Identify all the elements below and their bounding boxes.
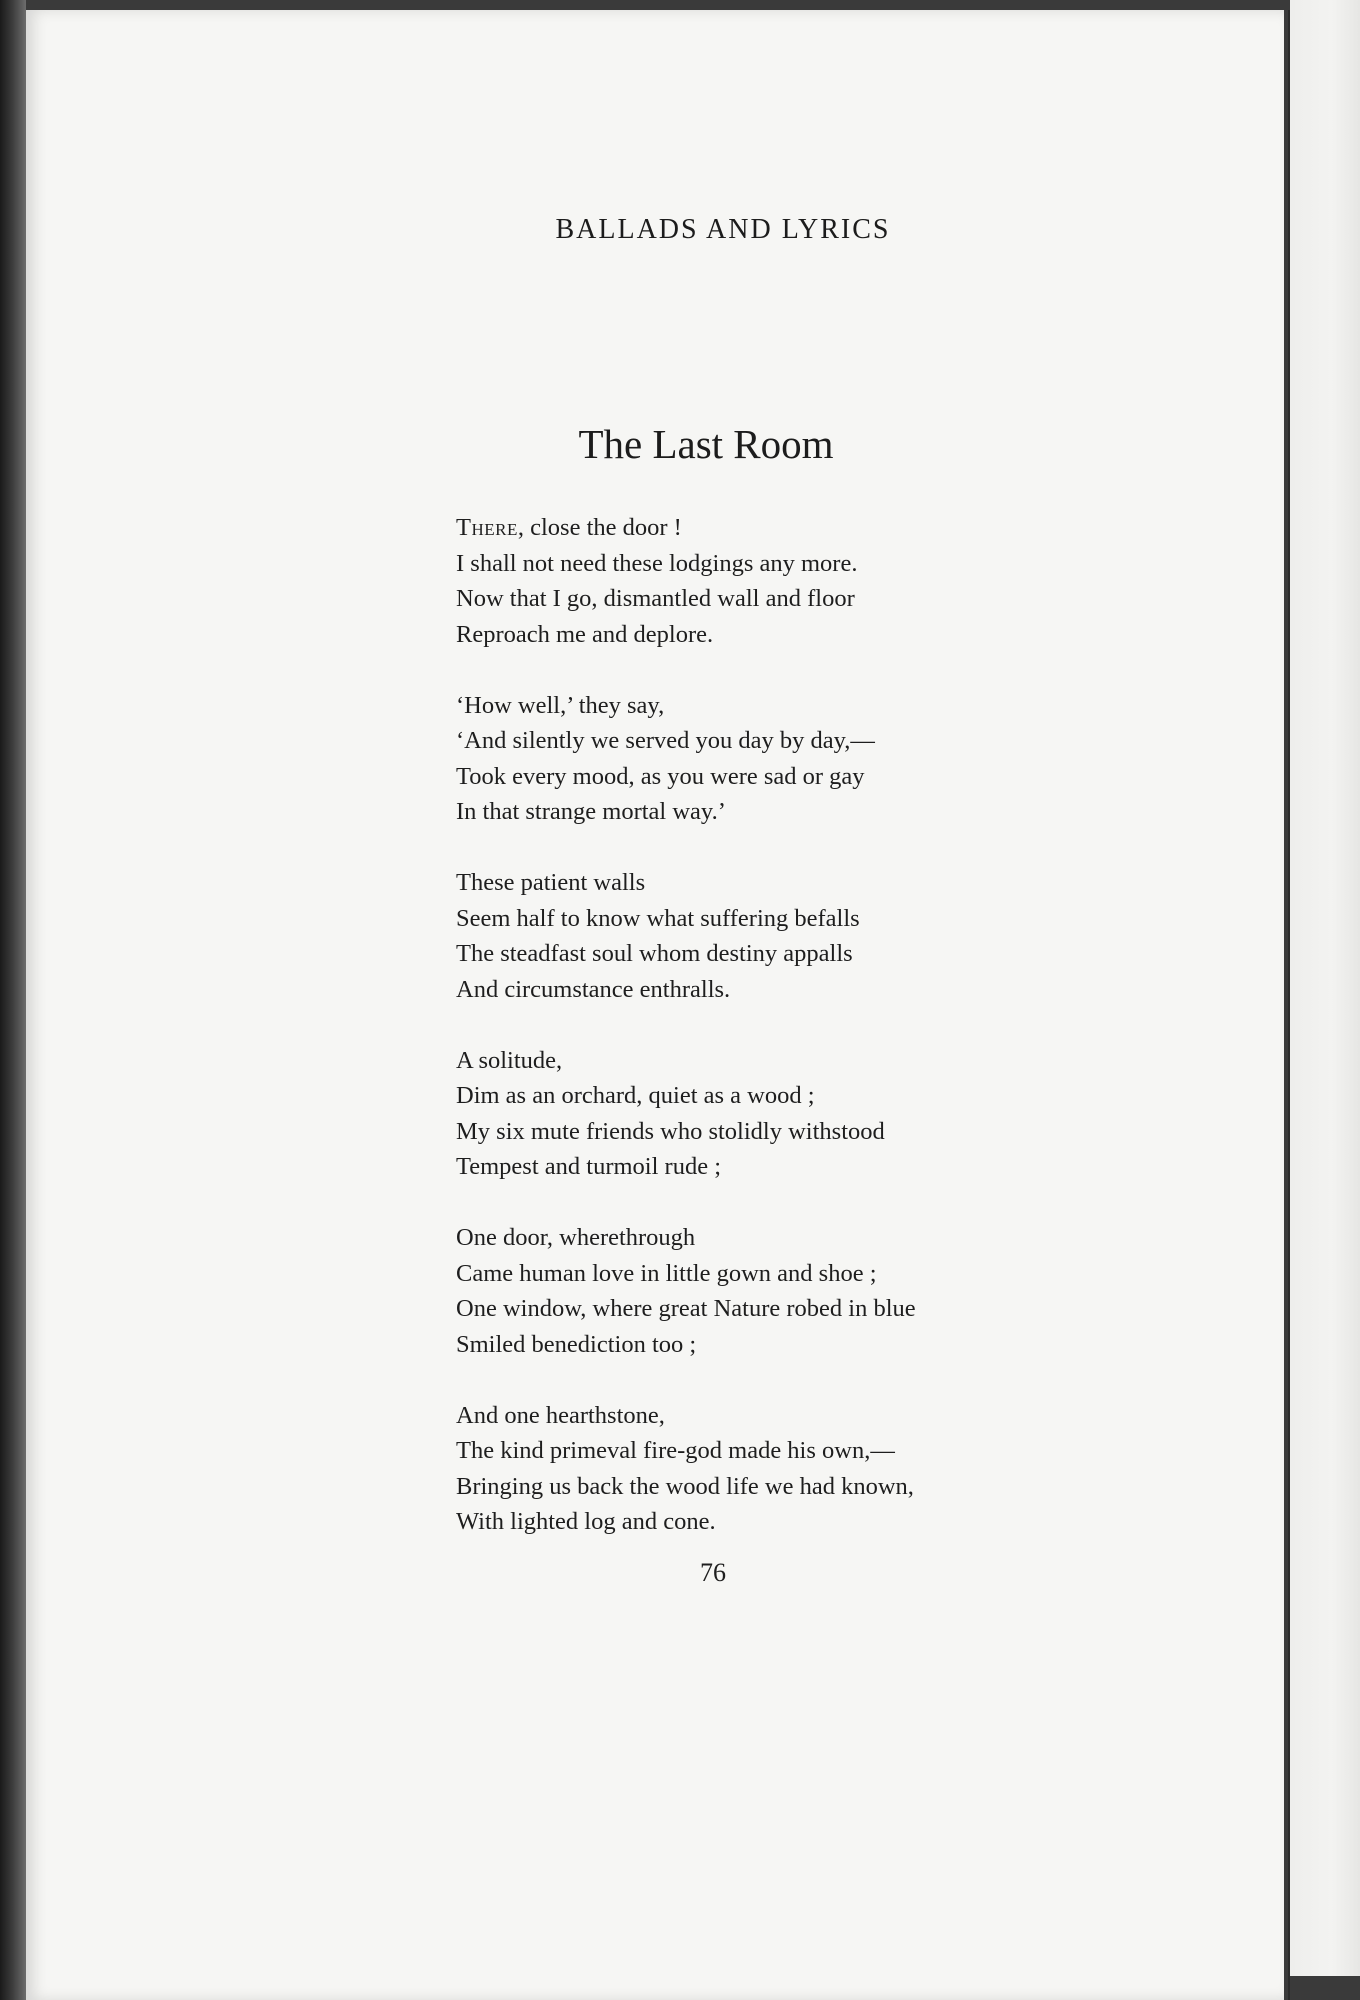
poem-body	[456, 510, 1076, 1575]
stanza-5	[456, 1220, 1076, 1362]
page-top-edge	[26, 0, 1290, 10]
poem-line: A solitude,	[456, 1046, 563, 1074]
poem-line: In that strange mortal way.’	[456, 798, 726, 825]
next-page-edge	[1290, 0, 1360, 2000]
poem-line: My six mute friends who stolidly withstood	[456, 1117, 885, 1145]
poem-line	[456, 510, 1076, 546]
poem-line: And one hearthstone,	[456, 1401, 665, 1429]
poem-line: One window, where great Nature robed in blue	[456, 1295, 916, 1322]
poem-line: ‘And silently we served you day by day,—	[456, 727, 875, 754]
book-spine	[0, 0, 26, 2000]
poem-line: I shall not need these lodgings any more.	[456, 549, 858, 577]
poem-line: Came human love in little gown and shoe ;	[456, 1259, 877, 1287]
poem-line: One door, wherethrough	[456, 1224, 696, 1251]
first-line-rest: , close the door !	[517, 514, 682, 541]
stanza-4	[456, 1043, 1076, 1185]
poem-title: The Last Room	[578, 421, 834, 467]
stanza-1	[456, 510, 1076, 652]
stanza-2	[456, 688, 1076, 830]
poem-line: Tempest and turmoil rude ;	[456, 1153, 722, 1180]
poem-line: Took every mood, as you were sad or gay	[456, 762, 865, 790]
stanza-6	[456, 1398, 1076, 1540]
running-head-text: BALLADS AND LYRICS	[555, 214, 891, 245]
poem-line: Smiled benediction too ;	[456, 1330, 697, 1358]
next-page-bottom-band	[1290, 1976, 1360, 2000]
first-word-small-caps: There	[456, 514, 518, 541]
page-number: 76	[700, 1558, 726, 1587]
stanza-3	[456, 865, 1076, 1007]
poem-line: ‘How well,’ they say,	[456, 691, 665, 719]
poem-line: These patient walls	[456, 869, 646, 896]
poem-line: Seem half to know what suffering befalls	[456, 904, 860, 932]
poem-line: With lighted log and cone.	[456, 1508, 716, 1535]
poem-line: Reproach me and deplore.	[456, 620, 714, 648]
poem-line: The kind primeval fire-god made his own,—	[456, 1437, 895, 1464]
poem-line: The steadfast soul whom destiny appalls	[456, 940, 853, 967]
poem-line: Now that I go, dismantled wall and floor	[456, 585, 855, 612]
poem-line: Dim as an orchard, quiet as a wood ;	[456, 1082, 815, 1109]
running-head	[0, 214, 1360, 246]
poem-line: Bringing us back the wood life we had known,	[456, 1472, 914, 1500]
poem-line: And circumstance enthralls.	[456, 975, 731, 1003]
